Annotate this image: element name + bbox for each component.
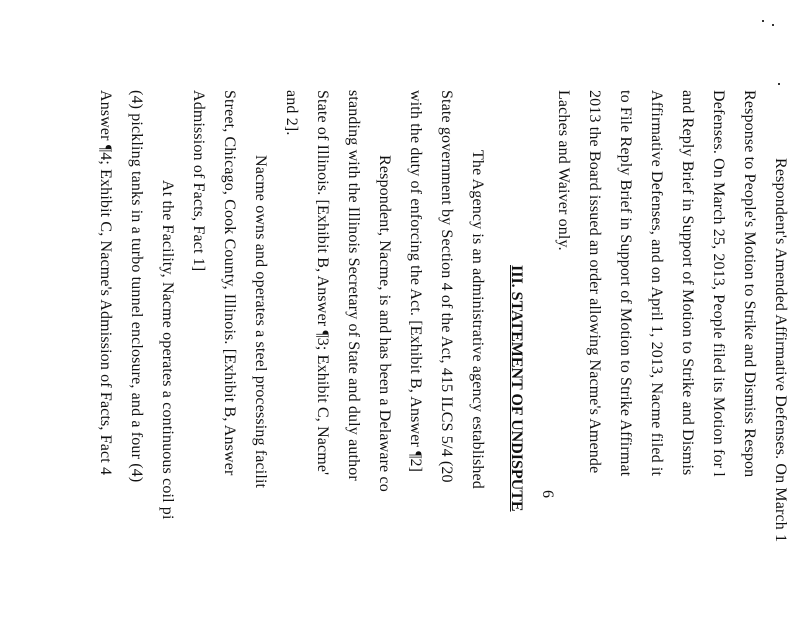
text-line: Response to People's Motion to Strike and Dismiss Respon xyxy=(741,90,758,478)
section-heading: III. STATEMENT OF UNDISPUTE xyxy=(508,265,525,512)
text-line: The Agency is an administrative agency established xyxy=(469,150,486,489)
text-line: State government by Section 4 of the Act, 415 ILCS 5/4 (20 xyxy=(438,90,455,483)
text-line: Laches and Waiver only. xyxy=(555,90,572,251)
text-line: Answer ¶4; Exhibit C, Nacme's Admission of Facts, Fact 4 xyxy=(97,90,114,476)
text-line: to File Reply Brief in Support of Motion to Strike Affirmat xyxy=(617,90,634,477)
text-line: and Reply Brief in Support of Motion to Strike and Dismis xyxy=(679,90,696,476)
text-line: Nacme owns and operates a steel processing facilit xyxy=(252,155,269,489)
text-line: Admission of Facts, Fact 1] xyxy=(190,90,207,272)
text-line: with the duty of enforcing the Act. [Exhibit B, Answer ¶2] xyxy=(407,90,424,473)
text-line: Street, Chicago, Cook County, Illinois. [Exhibit B, Answer xyxy=(221,90,238,476)
text-line: standing with the Illinois Secretary of State and duly author xyxy=(345,90,362,481)
text-line: Respondent's Amended Affirmative Defenses. On March 1 xyxy=(772,158,789,543)
text-line: (4) pickling tanks in a turbo tunnel enclosure, and a four (4) xyxy=(128,90,145,483)
text-line: State of Illinois. [Exhibit B, Answer ¶3; Exhibit C, Nacme' xyxy=(314,90,331,476)
text-line: and 2]. xyxy=(283,90,300,136)
text-line: Affirmative Defenses, and on April 1, 2013, Nacme filed it xyxy=(648,90,665,477)
text-line: At the Facility, Nacme operates a continuous coil pi xyxy=(159,180,176,520)
text-line: Defenses. On March 25, 2013, People filed its Motion for l xyxy=(710,90,727,477)
text-line: Respondent, Nacme, is and has been a Delaware co xyxy=(376,155,393,492)
text-line: 2013 the Board issued an order allowing Nacme's Amende xyxy=(586,90,603,474)
page-number: 6 xyxy=(539,490,556,498)
